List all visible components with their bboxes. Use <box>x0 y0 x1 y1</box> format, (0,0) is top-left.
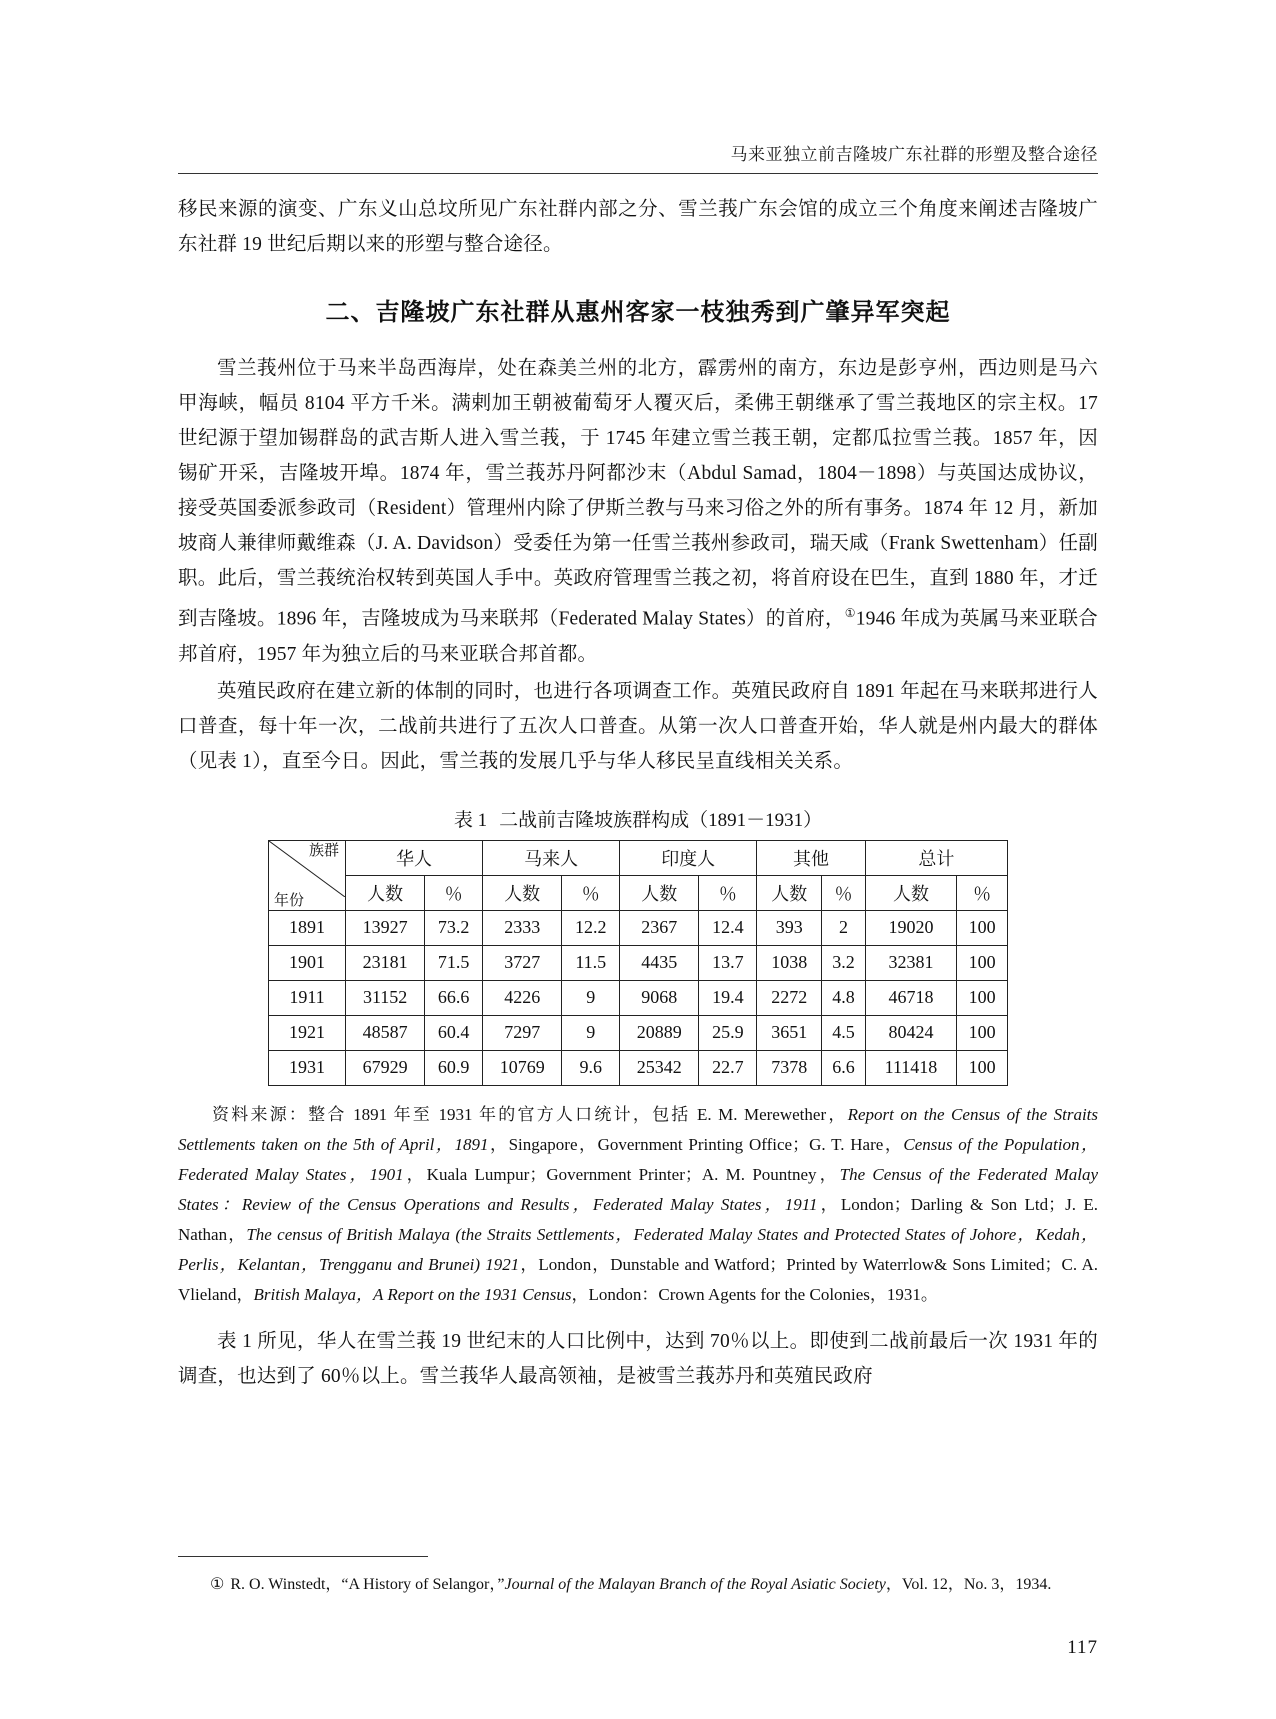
group-header-malay: 马来人 <box>483 840 620 875</box>
cell: 3651 <box>757 1015 822 1050</box>
table-caption-title: 二战前吉隆坡族群构成 <box>499 809 690 831</box>
cell: 4226 <box>483 980 562 1015</box>
cell: 4.8 <box>822 980 866 1015</box>
cell: 111418 <box>865 1050 956 1085</box>
table-row <box>269 945 1008 980</box>
population-table <box>268 840 1008 1086</box>
table-caption <box>178 805 1098 832</box>
sub-header-count-indian: 人数 <box>620 875 699 910</box>
cell: 20889 <box>620 1015 699 1050</box>
table-header-row-groups <box>269 840 1008 875</box>
table-row <box>269 1015 1008 1050</box>
cell: 9 <box>562 1015 620 1050</box>
sub-header-pct-total: ％ <box>957 875 1008 910</box>
cell: 3.2 <box>822 945 866 980</box>
sub-header-pct-indian: ％ <box>699 875 757 910</box>
source-italic-5: British Malaya，A Report on the 1931 Census <box>253 1284 572 1304</box>
source-italic-2: Census of the Population，Federated Malay States，1901 <box>178 1134 1098 1184</box>
footnote-text-1: R. O. Winstedt，“A History of Selangor，” <box>230 1576 505 1593</box>
paragraph-continued: 移民来源的演变、广东义山总坟所见广东社群内部之分、雪兰莪广东会馆的成立三个角度来阐述吉隆坡广东社群 19 世纪后期以来的形塑与整合途径。 <box>178 199 1098 255</box>
source-label: 资料来源： <box>212 1104 309 1124</box>
cell: 11.5 <box>562 945 620 980</box>
cell: 9 <box>562 980 620 1015</box>
cell: 1038 <box>757 945 822 980</box>
row-year: 1931 <box>269 1050 346 1085</box>
sub-header-pct-malay: ％ <box>562 875 620 910</box>
cell: 2 <box>822 910 866 945</box>
table-source-note <box>178 1100 1098 1310</box>
section-heading: 二、吉隆坡广东社群从惠州客家一枝独秀到广肇异军突起 <box>325 300 951 326</box>
row-year: 1891 <box>269 910 346 945</box>
paragraph-3: 表 1 所见，华人在雪兰莪 19 世纪末的人口比例中，达到 70％以上。即使到二战前最后一次 1931 年的调查，也达到了 60％以上。雪兰莪华人最高领袖，是被雪兰莪苏丹和英殖民政府 <box>178 1330 1098 1387</box>
table-corner-cell <box>269 840 346 910</box>
row-year: 1921 <box>269 1015 346 1050</box>
cell: 67929 <box>346 1050 425 1085</box>
source-text-4: ，London；Darling & Son Ltd；J. E. Nathan， <box>178 1194 1098 1244</box>
cell: 2272 <box>757 980 822 1015</box>
cell: 25342 <box>620 1050 699 1085</box>
cell: 100 <box>957 1050 1008 1085</box>
cell: 22.7 <box>699 1050 757 1085</box>
cell: 48587 <box>346 1015 425 1050</box>
footnote-1 <box>178 1571 1098 1599</box>
source-text-1: 整合 1891 年至 1931 年的官方人口统计，包括 E. M. Merewether， <box>308 1104 848 1124</box>
cell: 12.4 <box>699 910 757 945</box>
page-content <box>178 140 1098 1396</box>
cell: 71.5 <box>425 945 483 980</box>
cell: 66.6 <box>425 980 483 1015</box>
cell: 13.7 <box>699 945 757 980</box>
cell: 2367 <box>620 910 699 945</box>
cell: 19020 <box>865 910 956 945</box>
paragraph-2: 英殖民政府在建立新的体制的同时，也进行各项调查工作。英殖民政府自 1891 年起在马来联邦进行人口普查，每十年一次，二战前共进行了五次人口普查。从第一次人口普查开始，华人就是州内最大的群体（见表 1），直至今日。因此，雪兰莪的发展几乎与华人移民呈直线相关关系。 <box>178 680 1098 772</box>
corner-label-year: 年份 <box>274 892 305 909</box>
group-header-total: 总计 <box>865 840 1007 875</box>
cell: 10769 <box>483 1050 562 1085</box>
sub-header-pct-other: ％ <box>822 875 866 910</box>
group-header-other: 其他 <box>757 840 866 875</box>
table-row <box>269 1050 1008 1085</box>
cell: 80424 <box>865 1015 956 1050</box>
table-caption-label: 表 1 <box>453 809 488 831</box>
table-row <box>269 910 1008 945</box>
sub-header-count-total: 人数 <box>865 875 956 910</box>
cell: 100 <box>957 1015 1008 1050</box>
corner-label-group: 族群 <box>308 842 339 859</box>
source-text-2: ，Singapore，Government Printing Office；G. T. Hare， <box>488 1134 904 1154</box>
sub-header-count-chinese: 人数 <box>346 875 425 910</box>
row-year: 1911 <box>269 980 346 1015</box>
cell: 31152 <box>346 980 425 1015</box>
cell: 60.4 <box>425 1015 483 1050</box>
source-italic-3: The Census of the Federated Malay States：Review of the Census Operations and Results，Federated Malay States，1911 <box>178 1164 1098 1214</box>
source-italic-1: Report on the Census of the Straits Settlements taken on the 5th of April，1891 <box>178 1104 1099 1154</box>
running-head: 马来亚独立前吉隆坡广东社群的形塑及整合途径 <box>730 145 1098 164</box>
cell: 3727 <box>483 945 562 980</box>
cell: 73.2 <box>425 910 483 945</box>
cell: 7378 <box>757 1050 822 1085</box>
cell: 7297 <box>483 1015 562 1050</box>
cell: 2333 <box>483 910 562 945</box>
footnote-area <box>178 1556 1098 1599</box>
table-body <box>269 910 1008 1085</box>
sub-header-count-malay: 人数 <box>483 875 562 910</box>
sub-header-count-other: 人数 <box>757 875 822 910</box>
header-rule <box>178 173 1098 174</box>
cell: 393 <box>757 910 822 945</box>
table-header-row-subs <box>269 875 1008 910</box>
cell: 60.9 <box>425 1050 483 1085</box>
cell: 4435 <box>620 945 699 980</box>
cell: 46718 <box>865 980 956 1015</box>
cell: 4.5 <box>822 1015 866 1050</box>
footnote-reference[interactable]: ① <box>844 606 856 620</box>
cell: 32381 <box>865 945 956 980</box>
source-text-3: ，Kuala Lumpur；Government Printer；A. M. Pountney， <box>403 1164 840 1184</box>
group-header-indian: 印度人 <box>620 840 757 875</box>
cell: 6.6 <box>822 1050 866 1085</box>
table-caption-range: （1891－1931） <box>689 809 823 831</box>
cell: 100 <box>957 945 1008 980</box>
cell: 12.2 <box>562 910 620 945</box>
footnote-marker: ① <box>210 1576 225 1593</box>
cell: 25.9 <box>699 1015 757 1050</box>
group-header-chinese: 华人 <box>346 840 483 875</box>
cell: 100 <box>957 980 1008 1015</box>
footnote-text-2: ，Vol. 12，No. 3，1934. <box>885 1576 1052 1593</box>
cell: 23181 <box>346 945 425 980</box>
page-number: 117 <box>1067 1637 1098 1658</box>
table-row <box>269 980 1008 1015</box>
paragraph-1 <box>178 351 1098 672</box>
footnote-rule <box>178 1556 428 1557</box>
source-text-6: ，London：Crown Agents for the Colonies，1931。 <box>571 1284 938 1304</box>
cell: 9068 <box>620 980 699 1015</box>
footnote-italic: Journal of the Malayan Branch of the Royal Asiatic Society <box>504 1576 886 1593</box>
cell: 9.6 <box>562 1050 620 1085</box>
cell: 19.4 <box>699 980 757 1015</box>
cell: 13927 <box>346 910 425 945</box>
source-text-5: ，London，Dunstable and Watford；Printed by Waterrlow& Sons Limited；C. A. Vlieland， <box>178 1254 1098 1304</box>
paragraph-1-text: 雪兰莪州位于马来半岛西海岸，处在森美兰州的北方，霹雳州的南方，东边是彭亨州，西边则是马六甲海峡，幅员 8104 平方千米。满剌加王朝被葡萄牙人覆灭后，柔佛王朝继承了雪兰莪地区的宗主权。17 世纪源于望加锡群岛的武吉斯人进入雪兰莪，于 1745 年建立雪兰莪王朝，定都瓜拉雪兰莪。1857 年，因锡矿开采，吉隆坡开埠。1874 年，雪兰莪苏丹阿都沙末（Abdul Samad，1804－1898）与英国达成协议，接受英国委派参政司（Resident）管理州内除了伊斯兰教与马来习俗之外的所有事务。1874 年 12 月，新加坡商人兼律师戴维森（J. A. Davidson）受委任为第一任雪兰莪州参政司，瑞天咸（Frank Swettenham）任副职。此后，雪兰莪统治权转到英国人手中。英政府管理雪兰莪之初，将首府设在巴生，直到 1880 年，才迁到吉隆坡。1896 年，吉隆坡成为马来联邦（Federated Malay States）的首府， <box>178 358 1098 630</box>
paragraph-1-tail: 1946 年成为英属马来亚联合邦首府，1957 年为独立后的马来亚联合邦首都。 <box>178 608 1098 665</box>
cell: 100 <box>957 910 1008 945</box>
sub-header-pct-chinese: ％ <box>425 875 483 910</box>
row-year: 1901 <box>269 945 346 980</box>
source-italic-4: The census of British Malaya (the Straits Settlements，Federated Malay States and Protected States of Johore，Kedah，Perlis，Kelantan，Trengganu and Brunei) 1921 <box>178 1224 1098 1274</box>
